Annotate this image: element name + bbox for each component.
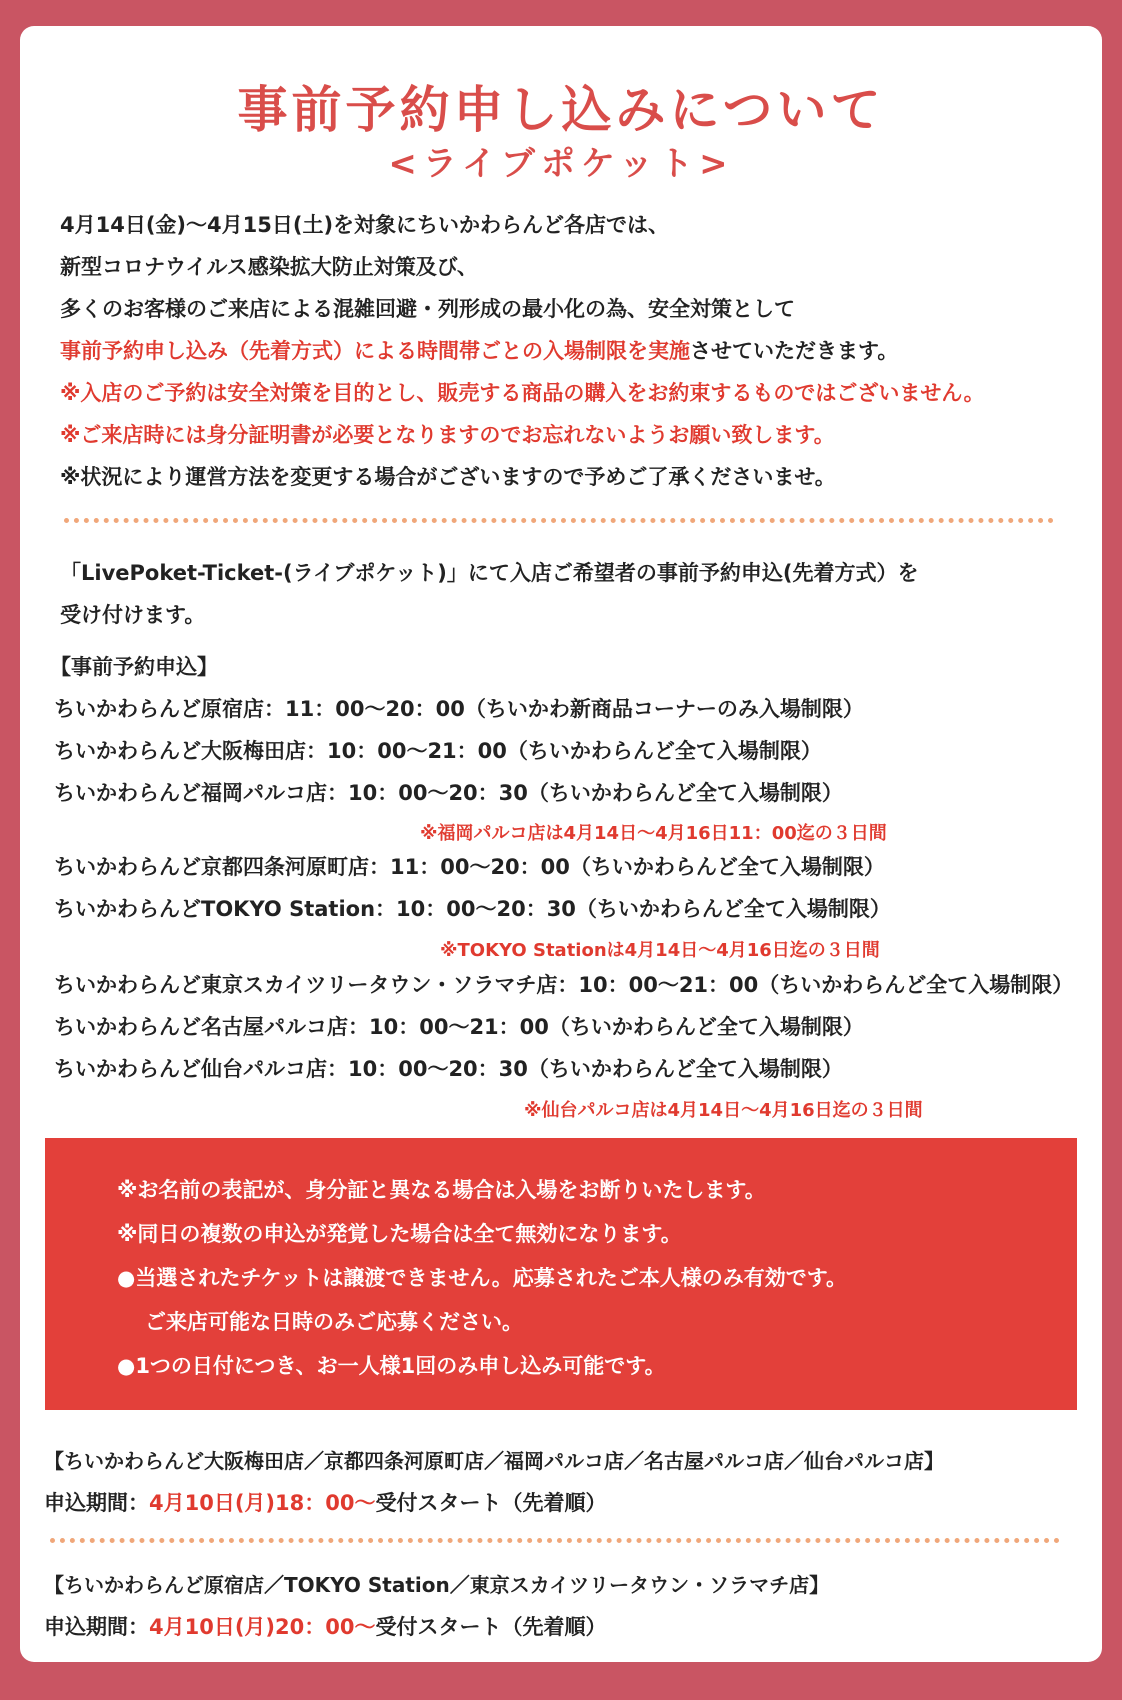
livepoket-line-1: 「LivePoket-Ticket-(ライブポケット)」にて入店ご希望者の事前予約申込(先着方式）を — [60, 561, 919, 585]
intro-line-3: 多くのお客様のご来店による混雑回避・列形成の最小化の為、安全対策として — [60, 297, 795, 321]
caution-box — [45, 1138, 1077, 1410]
schedule-row-skytree: ちいかわらんど東京スカイツリータウン・ソラマチ店：10：00～21：00（ちいかわらんど全て入場制限） — [54, 973, 1074, 997]
page-title: 事前予約申し込みについて — [237, 81, 885, 139]
note-tokyo-station: ※TOKYO Stationは4月14日～4月16日迄の３日間 — [440, 940, 880, 961]
intro-notice-3: ※状況により運営方法を変更する場合がございますので予めご了承くださいませ。 — [60, 465, 836, 489]
period-a-label: 申込期間： — [44, 1491, 149, 1515]
caution-line-3: ●当選されたチケットは譲渡できません。応募されたご本人様のみ有効です。 — [117, 1266, 848, 1290]
dotted-divider-1 — [64, 518, 1054, 523]
caution-line-2: ※同日の複数の申込が発覚した場合は全て無効になります。 — [117, 1222, 682, 1246]
intro-line-2: 新型コロナウイルス感染拡大防止対策及び、 — [60, 255, 478, 279]
intro-line-4 — [60, 336, 898, 366]
schedule-row-tokyo-station: ちいかわらんどTOKYO Station：10：00～20：30（ちいかわらんど全て入場制限） — [54, 897, 891, 921]
schedule-row-harajuku: ちいかわらんど原宿店：11：00～20：00（ちいかわ新商品コーナーのみ入場制限） — [54, 697, 864, 721]
period-b-label: 申込期間： — [44, 1615, 149, 1639]
period-a-line — [44, 1488, 606, 1518]
notice-card — [20, 26, 1102, 1662]
dotted-divider-2 — [50, 1538, 1060, 1543]
period-b-suffix: 受付スタート（先着順） — [375, 1615, 607, 1639]
livepoket-line-2: 受け付けます。 — [60, 603, 206, 627]
intro-notice-2: ※ご来店時には身分証明書が必要となりますのでお忘れないようお願い致します。 — [60, 423, 835, 447]
caution-line-1: ※お名前の表記が、身分証と異なる場合は入場をお断りいたします。 — [117, 1178, 766, 1202]
schedule-row-kyoto: ちいかわらんど京都四条河原町店：11：00～20：00（ちいかわらんど全て入場制限） — [54, 855, 885, 879]
period-a-suffix: 受付スタート（先着順） — [375, 1491, 607, 1515]
note-fukuoka: ※福岡パルコ店は4月14日～4月16日11：00迄の３日間 — [420, 823, 887, 844]
intro-line-1: 4月14日(金)～4月15日(土)を対象にちいかわらんど各店では、 — [60, 213, 670, 237]
schedule-row-fukuoka: ちいかわらんど福岡パルコ店：10：00～20：30（ちいかわらんど全て入場制限） — [54, 781, 843, 805]
schedule-row-nagoya: ちいかわらんど名古屋パルコ店：10：00～21：00（ちいかわらんど全て入場制限） — [54, 1015, 864, 1039]
period-b-stores: 【ちいかわらんど原宿店／TOKYO Station／東京スカイツリータウン・ソラマチ店】 — [44, 1573, 830, 1597]
period-b-line — [44, 1612, 606, 1642]
page-subtitle: <ライブポケット> — [388, 144, 734, 184]
caution-line-5: ●1つの日付につき、お一人様1回のみ申し込み可能です。 — [117, 1354, 666, 1378]
caution-line-4: ご来店可能な日時のみご応募ください。 — [145, 1310, 523, 1334]
intro-line-4-rest: させていただきます。 — [690, 339, 899, 363]
period-a-datetime: 4月10日(月)18：00～ — [149, 1491, 376, 1515]
intro-notice-1: ※入店のご予約は安全対策を目的とし、販売する商品の購入をお約束するものではございません。 — [60, 381, 985, 405]
note-sendai: ※仙台パルコ店は4月14日～4月16日迄の３日間 — [524, 1100, 923, 1121]
schedule-heading: 【事前予約申込】 — [50, 655, 218, 679]
schedule-row-sendai: ちいかわらんど仙台パルコ店：10：00～20：30（ちいかわらんど全て入場制限） — [54, 1057, 843, 1081]
period-a-stores: 【ちいかわらんど大阪梅田店／京都四条河原町店／福岡パルコ店／名古屋パルコ店／仙台パルコ店】 — [44, 1449, 944, 1473]
schedule-row-umeda: ちいかわらんど大阪梅田店：10：00～21：00（ちいかわらんど全て入場制限） — [54, 739, 822, 763]
intro-line-4-highlight: 事前予約申し込み（先着方式）による時間帯ごとの入場制限を実施 — [60, 339, 690, 363]
period-b-datetime: 4月10日(月)20：00～ — [149, 1615, 376, 1639]
